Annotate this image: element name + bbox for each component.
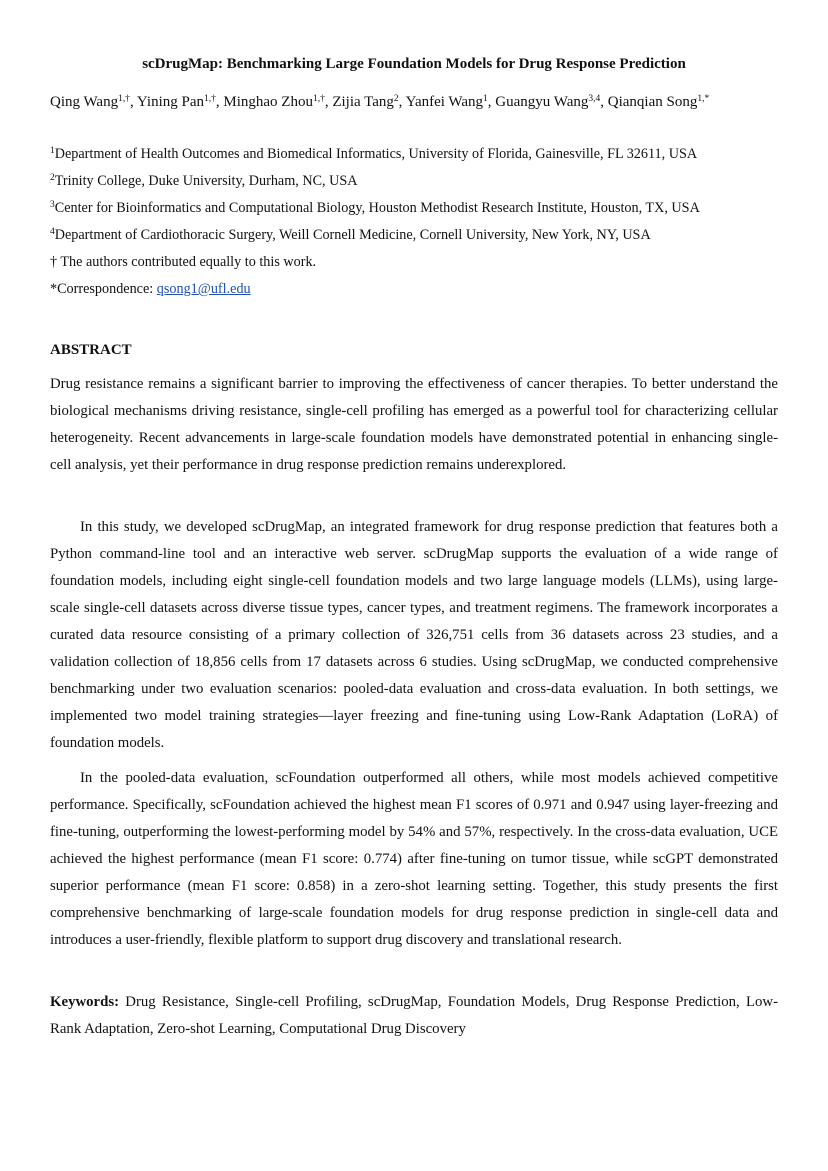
author: Zijia Tang$^2$, [332,94,406,110]
paper-title: scDrugMap: Benchmarking Large Foundation Models for Drug Response Prediction [142,56,686,72]
affiliation: $^2$Trinity College, Duke University, Durham, NC, USA [50,173,358,189]
abstract-heading: ABSTRACT [50,342,132,358]
affiliation: $^1$Department of Health Outcomes and Biomedical Informatics, University of Florida, Gainesville, FL 32611, USA [50,146,698,162]
correspondence-line [50,280,790,298]
author: Minghao Zhou$^{1,\dagger}$, [223,94,333,110]
affiliation: $^4$Department of Cardiothoracic Surgery, Weill Cornell Medicine, Cornell University, New York, NY, USA [50,227,651,243]
abstract-paragraph: Drug resistance remains a significant barrier to improving the effectiveness of cancer therapies. To better understand the biological mechanisms driving resistance, single-cell profiling has emerged as a powerful tool for characterizing cellular heterogeneity. Recent advancements in large-scale foundation models have demonstrated potential in enhancing single-cell analysis, yet their performance in drug response prediction remains underexplored. [50,376,778,473]
abstract-paragraph: In the pooled-data evaluation, scFoundation outperformed all others, while most models achieved competitive performance. Specifically, scFoundation achieved the highest mean F1 scores of 0.971 and 0.947 using layer-freezing and fine-tuning, outperforming the lowest-performing model by 54% and 57%, respectively. In the cross-data evaluation, UCE achieved the highest performance (mean F1 score: 0.774) after fine-tuning on tumor tissue, while scGPT demonstrated superior performance (mean F1 score: 0.858) in a zero-shot learning setting. Together, this study presents the first comprehensive benchmarking of large-scale foundation models for drug response prediction in single-cell data and introduces a user-friendly, flexible platform to support drug discovery and translational research. [50,770,778,948]
keywords-line [50,989,778,1043]
keywords-text: Drug Resistance, Single-cell Profiling, scDrugMap, Foundation Models, Drug Response Prediction, Low-Rank Adaptation, Zero-shot Learning, Computational Drug Discovery [50,994,778,1037]
affiliation: $^3$Center for Bioinformatics and Computational Biology, Houston Methodist Research Institute, Houston, TX, USA [50,200,700,216]
equal-contribution-note: † The authors contributed equally to this work. [50,254,317,270]
author: Qianqian Song$^{1,*}$ [607,94,710,110]
correspondence-label: *Correspondence: [50,281,157,297]
abstract-paragraph: In this study, we developed scDrugMap, an integrated framework for drug response prediction that features both a Python command-line tool and an interactive web server. scDrugMap supports the evaluation of a wide range of foundation models, including eight single-cell foundation models and two large language models (LLMs), using large-scale single-cell datasets across diverse tissue types, cancer types, and treatment regimens. The framework incorporates a curated data resource consisting of a primary collection of 326,751 cells from 36 datasets across 23 studies, and a validation collection of 18,856 cells from 17 datasets across 6 studies. Using scDrugMap, we conducted comprehensive benchmarking under two evaluation scenarios: pooled-data evaluation and cross-data evaluation. In both settings, we implemented two model training strategies—layer freezing and fine-tuning using Low-Rank Adaptation (LoRA) of foundation models. [50,519,778,751]
author: Yanfei Wang$^1$, [405,94,496,110]
keywords-label: Keywords: [50,994,120,1010]
author: Guangyu Wang$^{3,4}$, [495,94,608,110]
author-list [50,89,778,116]
author: Qing Wang$^{1,\dagger}$, [50,94,137,110]
author: Yining Pan$^{1,\dagger}$, [136,94,224,110]
correspondence-email-link[interactable]: qsong1@ufl.edu [156,281,251,297]
